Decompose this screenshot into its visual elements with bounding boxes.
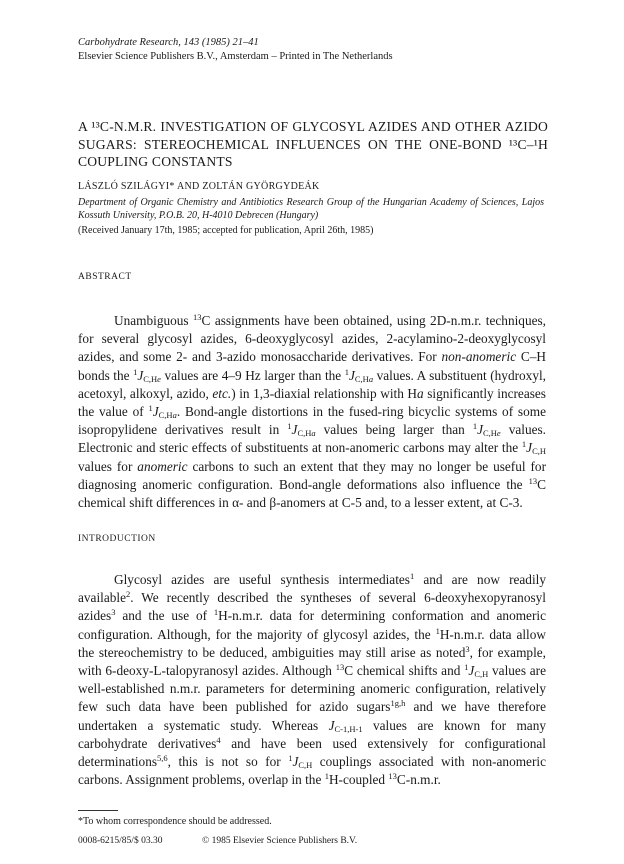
received-dates: (Received January 17th, 1985; accepted for publication, April 26th, 1985) xyxy=(78,225,374,236)
page-footer xyxy=(78,836,546,846)
journal-header xyxy=(78,36,393,64)
issn-code: 0008-6215/85/$ 03.30 xyxy=(78,836,163,846)
affiliation: Department of Organic Chemistry and Antibiotics Research Group of the Hungarian Academy of Sciences, Lajos Kossuth University, P.O.B. 20, H-4010 Debrecen (Hungary) xyxy=(78,197,544,221)
abstract-heading: ABSTRACT xyxy=(78,272,132,282)
introduction-body: Glycosyl azides are useful synthesis intermediates$^1$ and are now readily available$^2$. We recently described the syntheses of several 6-deoxyhexopyranosyl azides$^3$ and the use of $^1$H-n.m.r. data for determining conformation and anomeric configuration. Although, for the majority of glycosyl azides, the $^1$H-n.m.r. data allow the stereochemistry to be deduced, ambiguities may still arise as noted$^3$, for example, with 6-deoxy-L-talopyranosyl azides. Although $^{13}$C chemical shifts and $^1J_{C,H}$ values are well-established n.m.r. parameters for determining anomeric configuration, relatively few such data have been published for azido sugars$^{1g,h}$ and we have therefore undertaken a systematic study. Whereas $J_{C-1,H-1}$ values are known for many carbohydrate derivatives$^4$ and have been used extensively for configurational determinations$^{5,6}$, this is not so for $^1J_{C,H}$ couplings associated with non-anomeric carbons. Assignment problems, overlap in the $^1$H-coupled $^{13}$C-n.m.r. xyxy=(78,571,546,788)
abstract-body: Unambiguous $^{13}$C assignments have been obtained, using 2D-n.m.r. techniques, for several glycosyl azides, 6-deoxyglycosyl azides, 2-acylamino-2-deoxyglycosyl azides, and some 2- and 3-azido monosaccharide derivatives. For non-anomeric C–H bonds the $^1J_{C,He}$ values are 4–9 Hz larger than the $^1J_{C,Ha}$ values. A substituent (hydroxyl, acetoxyl, alkoxyl, azido, etc.) in 1,3-diaxial relationship with Ha significantly increases the value of $^1J_{C,Ha}$. Bond-angle distortions in the fused-ring bicyclic systems of some isopropylidene derivatives result in $^1J_{C,Ha}$ values being larger than $^1J_{C,He}$ values. Electronic and steric effects of substituents at non-anomeric carbons may alter the $^1J_{C,H}$ values for anomeric carbons to such an extent that they may no longer be useful for diagnosing anomeric configuration. Bond-angle deformations also influence the $^{13}$C chemical shift differences in α- and β-anomers at C-5 and, to a lesser extent, at C-3. xyxy=(78,312,547,511)
article-title: A ¹³C-N.M.R. INVESTIGATION OF GLYCOSYL AZIDES AND OTHER AZIDO SUGARS: STEREOCHEMICAL INFLUENCES ON THE ONE-BOND ¹³C–¹H COUPLING CONSTANTS xyxy=(78,119,548,169)
copyright: © 1985 Elsevier Science Publishers B.V. xyxy=(202,836,358,846)
introduction-heading: INTRODUCTION xyxy=(78,534,156,544)
journal-citation: Carbohydrate Research, 143 (1985) 21–41 xyxy=(78,37,259,48)
publisher-line: Elsevier Science Publishers B.V., Amsterdam – Printed in The Netherlands xyxy=(78,51,393,62)
footnote-rule xyxy=(78,810,118,811)
footnote: *To whom correspondence should be addressed. xyxy=(78,816,272,827)
authors: LÁSZLÓ SZILÁGYI* AND ZOLTÁN GYÖRGYDEÁK xyxy=(78,181,320,192)
